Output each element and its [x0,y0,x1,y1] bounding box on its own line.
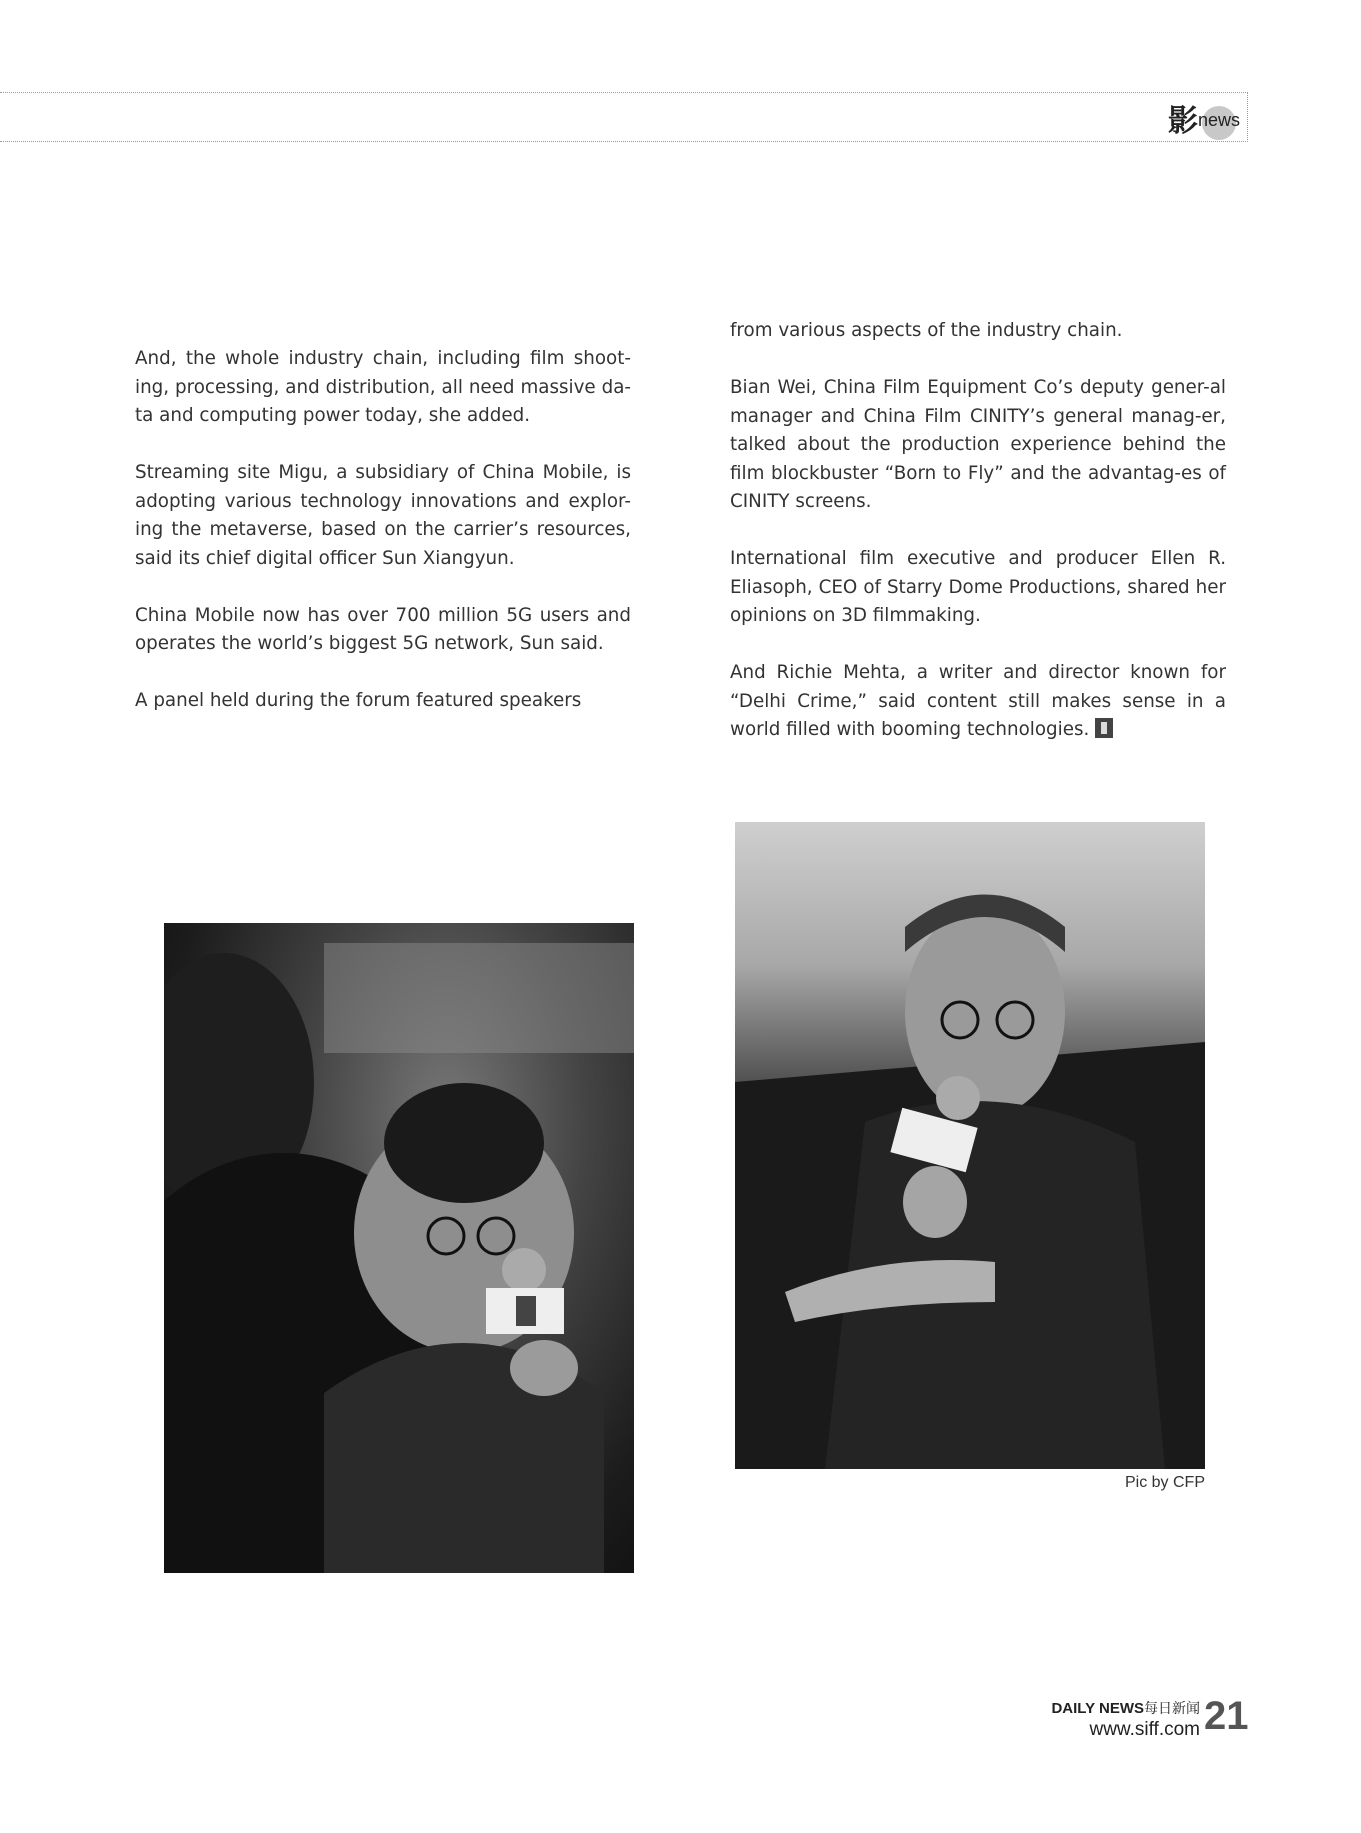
logo-glyph: 影 [1168,104,1198,139]
page-number: 21 [1204,1694,1249,1738]
brand-name-cn: 每日新闻 [1144,1701,1200,1717]
article-left-column [135,345,631,744]
paragraph: Bian Wei, China Film Equipment Co’s deputy gener-al manager and China Film CINITY’s general manag-er, talked about the production experience behind the film blockbuster “Born to Fly” and the advantag-es of CINITY screens. [730,377,1226,512]
logo-word: news [1198,110,1241,130]
footer-url: www.siff.com [1089,1719,1200,1740]
section-logo [1168,94,1240,140]
brand-name: DAILY NEWS [1051,1700,1144,1717]
photo-credit: Pic by CFP [1124,1474,1205,1491]
end-of-article-icon [1095,718,1113,738]
photo-panelist-woman-art [164,923,634,1573]
paragraph: Streaming site Migu, a subsidiary of China Mobile, is adopting various technology innovations and explor-ing the metaverse, based on the carrier’s resources, said its chief digital officer Sun Xiangyun. [135,462,631,569]
photo-panelist-man [735,822,1205,1469]
footer-brand-line [1040,1700,1200,1718]
paragraph: And, the whole industry chain, including film shoot-ing, processing, and distribution, all need massive da-ta and computing power today, she added. [135,348,631,426]
paragraph: from various aspects of the industry chain. [730,320,1123,341]
footer-brand [1040,1700,1200,1742]
article-right-column [730,317,1226,773]
header-rule [0,92,1248,142]
paragraph-last [730,659,1226,745]
paragraph: International film executive and producer Ellen R. Eliasoph, CEO of Starry Dome Productions, shared her opinions on 3D filmmaking. [730,548,1226,626]
photo-panelist-man-art [735,822,1205,1469]
paragraph: China Mobile now has over 700 million 5G users and operates the world’s biggest 5G network, Sun said. [135,604,631,654]
paragraph: A panel held during the forum featured speakers [135,690,582,711]
photo-panelist-woman [164,923,634,1573]
paragraph-text: And Richie Mehta, a writer and director known for “Delhi Crime,” said content still makes sense in a world filled with booming technologies. [730,662,1226,740]
